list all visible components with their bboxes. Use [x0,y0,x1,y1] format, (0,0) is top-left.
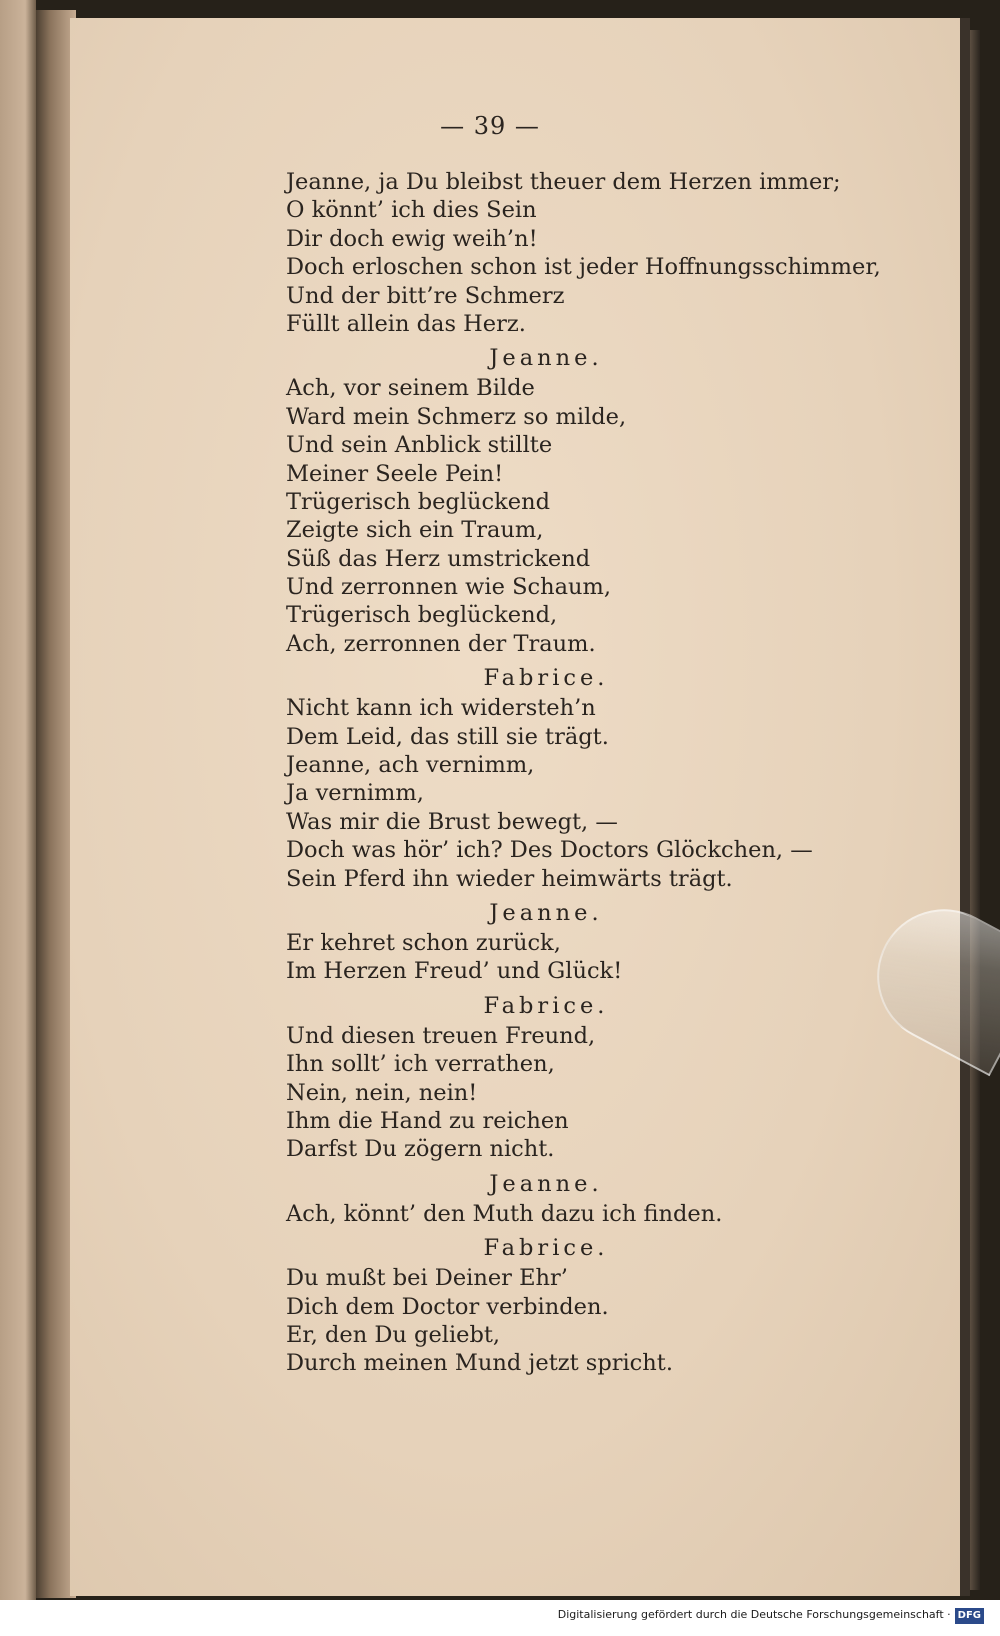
verse-line: Jeanne, ach vernimm, [286,752,535,779]
verse-line: Dich dem Doctor verbinden. [286,1293,609,1320]
verse-line: Und sein Anblick stillte [286,432,553,459]
verse-line: Süß das Herz umstrickend [286,545,591,572]
verse-line: O könnt’ ich dies Sein [286,197,537,224]
verse-line: Dem Leid, das still sie trägt. [286,723,609,750]
previous-page-edge [0,0,36,1600]
verse-line: Ihm die Hand zu reichen [286,1107,569,1134]
page-text [286,168,881,1378]
verse-line: Durch meinen Mund jetzt spricht. [286,1350,673,1377]
verse-line: Trügerisch beglückend, [286,602,558,629]
credit-text: Digitalisierung gefördert durch die Deutsche Forschungsgemeinschaft · [557,1608,951,1621]
verse-line: Ach, zerronnen der Traum. [286,630,596,657]
speaker-name: Jeanne. [489,1170,603,1197]
verse-line: Im Herzen Freud’ und Glück! [286,958,623,985]
verse-line: Jeanne, ja Du bleibst theuer dem Herzen immer; [286,169,841,195]
verse-line: Füllt allein das Herz. [286,310,526,337]
verse-line: Trügerisch beglückend [286,488,550,515]
verse-line: Zeigte sich ein Traum, [286,517,544,544]
verse-line: Ihn sollt’ ich verrathen, [286,1051,555,1078]
verse-line: Nicht kann ich widersteh’n [286,695,596,722]
verse-line: Dir doch ewig weih’n! [286,225,538,252]
verse-line: Und diesen treuen Freund, [286,1022,596,1049]
speaker-name: Jeanne. [489,899,603,926]
verse-line: Ward mein Schmerz so milde, [286,403,627,430]
verse-line: Sein Pferd ihn wieder heimwärts trägt. [286,865,733,892]
verse-line: Und zerronnen wie Schaum, [286,574,611,601]
speaker-name: Fabrice. [483,992,609,1019]
verse-line: Er, den Du geliebt, [286,1321,501,1348]
speaker-name: Fabrice. [483,1235,609,1262]
page-number: — 39 — [440,112,540,140]
verse-line: Meiner Seele Pein! [286,460,504,487]
verse-line: Ja vernimm, [286,780,424,807]
verse-line: Du mußt bei Deiner Ehr’ [286,1265,568,1292]
verse-line: Doch was hör’ ich? Des Doctors Glöckchen, — [286,837,813,864]
verse-line: Was mir die Brust bewegt, — [286,808,618,835]
verse-line: Nein, nein, nein! [286,1079,478,1106]
verse-line: Doch erloschen schon ist jeder Hoffnungsschimmer, [286,254,881,281]
speaker-name: Jeanne. [489,345,603,372]
digitization-credit [554,1606,988,1626]
verse-line: Darfst Du zögern nicht. [286,1136,555,1163]
verse-line: Er kehret schon zurück, [286,929,561,956]
speaker-name: Fabrice. [483,665,609,692]
verse-line: Und der bitt’re Schmerz [286,282,565,309]
verse-line: Ach, könnt’ den Muth dazu ich finden. [286,1200,723,1227]
dfg-logo: DFG [955,1608,984,1624]
verse-line: Ach, vor seinem Bilde [286,375,535,402]
